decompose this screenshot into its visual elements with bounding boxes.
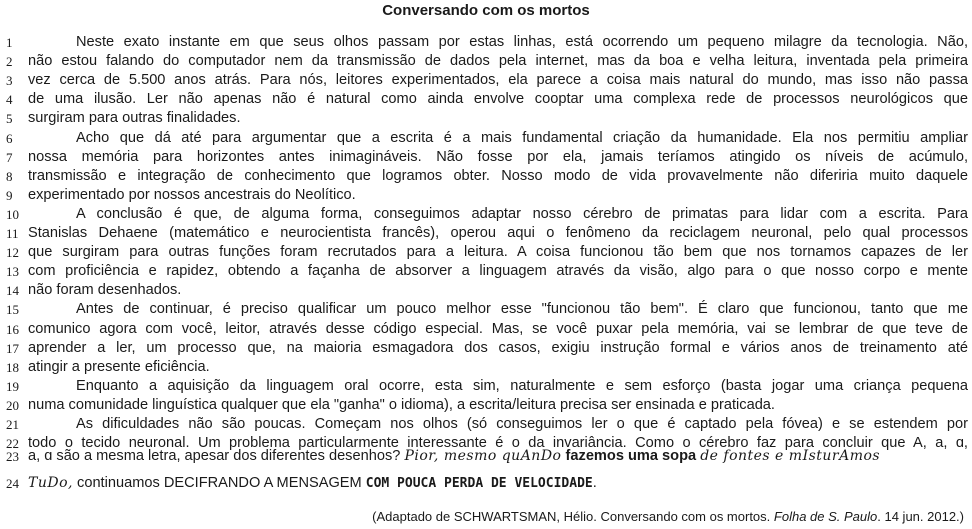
line-number: 16 [6, 321, 19, 337]
stylized-segment: COM POUCA PERDA DE VELOCIDADE [365, 476, 593, 491]
line-text: não foram desenhados. [28, 282, 182, 299]
line-number: 23 [6, 449, 19, 464]
line-number: 3 [6, 73, 13, 89]
text-line [0, 167, 972, 185]
text-line [0, 377, 972, 395]
line-number: 13 [6, 264, 19, 280]
line-number: 21 [6, 417, 19, 432]
source-caption [372, 509, 964, 524]
line-number: 6 [6, 130, 13, 146]
text-line [0, 474, 972, 492]
line-number: 14 [6, 283, 19, 299]
line-text [28, 447, 968, 465]
line-text-segment: continuamos DECIFRANDO A MENSAGEM [77, 475, 362, 491]
text-line [0, 71, 972, 89]
line-text: não estou falando do computador nem da transmissão de dados pela internet, mas da boa e velha leitura, inventada pela primeira [28, 53, 968, 70]
line-number: 5 [6, 111, 13, 127]
line-number: 18 [6, 359, 19, 375]
handwritten-segment: TuDo, [28, 475, 73, 491]
line-text: transmissão e integração de conhecimento que logramos obter. Nosso modo de vida provavelmente não diferiria muito daquele [28, 167, 968, 184]
text-line [0, 396, 972, 414]
line-text: Enquanto a aquisição da linguagem oral ocorre, esta sim, naturalmente e sem esforço (basta jogar uma criança pequena [76, 377, 968, 394]
text-line [0, 109, 972, 127]
line-text: atingir a presente eficiência. [28, 358, 210, 375]
text-line [0, 358, 972, 376]
text-line [0, 205, 972, 223]
line-text: surgiram para outras finalidades. [28, 110, 241, 127]
line-text-segment: . [592, 475, 597, 491]
text-line [0, 90, 972, 108]
line-text: As dificuldades não são poucas. Começam nos olhos (só conseguimos ler o que é captado pela fóvea) e se estendem por [76, 416, 968, 432]
line-number: 12 [6, 245, 19, 261]
text-line [0, 339, 972, 357]
line-number: 11 [6, 226, 19, 241]
caption-text: (Adaptado de SCHWARTSMAN, Hélio. Conversando com os mortos. [372, 509, 771, 524]
text-line [0, 320, 972, 338]
line-number: 10 [6, 206, 19, 222]
bold-segment: fazemos uma sopa [565, 448, 697, 464]
line-number: 7 [6, 149, 13, 165]
line-text: nossa memória para horizontes antes inimagináveis. Não fosse por ela, jamais teríamos atingido os níveis de acúmulo, [28, 148, 968, 165]
line-number: 2 [6, 54, 13, 70]
line-text: Antes de continuar, é preciso qualificar um pouco melhor esse "funcionou tão bem". É claro que funcionou, tanto que me [76, 301, 968, 318]
line-text [28, 474, 968, 493]
line-text: vez cerca de 5.500 anos atrás. Para nós, leitores experimentados, ela parece a coisa mais natural do mundo, mas isso não passa [28, 72, 968, 89]
line-text: experimentado por nossos ancestrais do Neolítico. [28, 186, 356, 203]
line-number: 1 [6, 35, 13, 50]
text-line [0, 300, 972, 318]
line-text-segment: a, ɑ são a mesma letra, apesar dos diferentes desenhos? [28, 448, 401, 464]
line-number: 22 [6, 436, 19, 452]
line-number: 17 [6, 340, 19, 356]
line-text: todo o tecido neuronal. Um problema particularmente interessante é o da invariância. Como o cérebro faz para concluir que A, a, ɑ, [28, 435, 968, 452]
text-line [0, 243, 972, 261]
text-line [0, 262, 972, 280]
text-line [0, 224, 972, 242]
line-text: aprender a ler, um processo que, na maioria esmagadora dos casos, exigiu instrução formal e vários anos de treinamento até [28, 339, 968, 356]
line-text: com proficiência e rapidez, obtendo a façanha de absorver a linguagem através da visão, algo para o que nosso corpo e mente [28, 263, 968, 280]
line-text: que surgiram para outras funções foram recrutados para a leitura. A coisa funcionou tão bem que nos tornamos capazes de ler [28, 244, 968, 261]
line-text: Stanislas Dehaene (matemático e neurocientista francês), operou aqui o fenômeno da reciclagem neuronal, pelo qual processos [28, 225, 968, 241]
handwritten-segment: Pior, mesmo quAnDo [404, 448, 562, 464]
line-text: Acho que dá até para argumentar que a escrita é a mais fundamental criação da humanidade. Ela nos permitiu ampliar [76, 129, 968, 146]
text-line [0, 281, 972, 299]
line-text: de uma ilusão. Ler não apenas não é natural como ainda envolve cooptar uma complexa rede de processos neurológicos que [28, 91, 968, 108]
line-text: A conclusão é que, de alguma forma, conseguimos adaptar nosso cérebro de primatas para lidar com a escrita. Para [76, 205, 968, 222]
line-number: 19 [6, 378, 19, 394]
line-number: 20 [6, 397, 19, 413]
text-line [0, 129, 972, 147]
text-line [0, 52, 972, 70]
line-text: Neste exato instante em que seus olhos passam por estas linhas, está ocorrendo um pequeno milagre da tecnologia. Não, [76, 34, 968, 50]
line-number: 4 [6, 92, 13, 108]
text-line [0, 33, 972, 51]
handwritten-segment: de fontes e mIsturAmos [700, 448, 881, 464]
caption-source: Folha de S. Paulo [773, 509, 878, 524]
text-line [0, 148, 972, 166]
caption-text: . 14 jun. 2012.) [877, 509, 964, 524]
line-text: numa comunidade linguística qualquer que ela "ganha" o idioma), a escrita/leitura precisa ser ensinada e praticada. [28, 396, 775, 413]
text-line [0, 415, 972, 433]
line-number: 24 [6, 476, 19, 491]
article-title: Conversando com os mortos [382, 2, 590, 19]
text-line [0, 186, 972, 204]
line-number: 15 [6, 302, 19, 318]
line-number: 9 [6, 187, 13, 203]
line-text: comunico agora com você, leitor, através desse código especial. Mas, se você puxar pela memória, vai se lembrar de que teve de [28, 320, 968, 337]
line-number: 8 [6, 168, 13, 184]
text-line [0, 447, 972, 465]
